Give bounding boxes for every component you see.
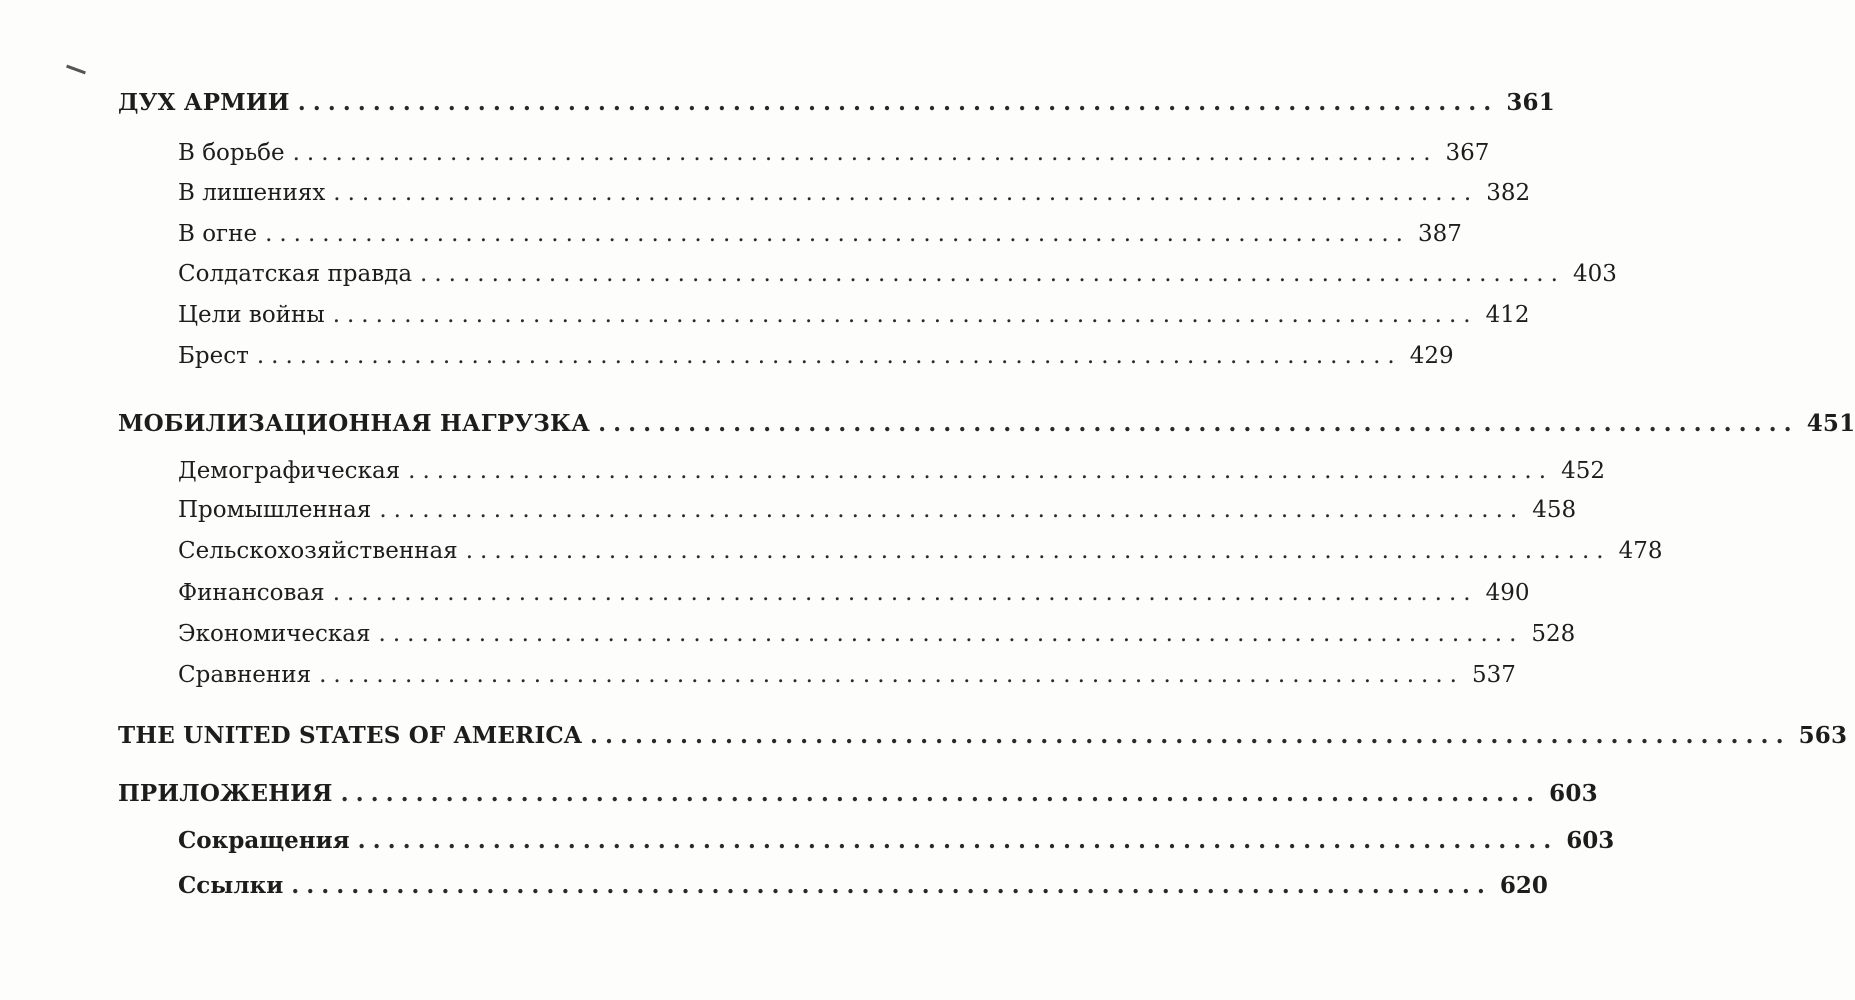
toc-item-title: Финансовая: [178, 580, 325, 606]
toc-page-number: 361: [1506, 89, 1555, 116]
toc-item-title: Цели войны: [178, 302, 325, 328]
toc-item-row[interactable]: [178, 214, 1462, 254]
leader-dots: ................................................................................: [357, 827, 1559, 854]
toc-item-title: Экономическая: [178, 621, 371, 647]
toc-page-number: 620: [1499, 872, 1548, 899]
leader-dots: ................................................................................: [379, 497, 1525, 523]
toc-item-row[interactable]: [178, 254, 1617, 294]
toc-page-number: 451: [1806, 410, 1855, 437]
toc-item-title: Брест: [178, 343, 249, 369]
toc-section-title: THE UNITED STATES OF AMERICA: [118, 722, 582, 749]
leader-dots: ................................................................................: [332, 580, 1478, 606]
toc-page-number: 382: [1486, 180, 1531, 206]
toc-page-number: 563: [1798, 722, 1848, 749]
toc-section-row[interactable]: [118, 404, 1855, 444]
toc-item-title: Сельскохозяйственная: [178, 538, 458, 564]
leader-dots: ................................................................................: [420, 261, 1565, 287]
leader-dots: ................................................................................: [378, 621, 1524, 647]
toc-page-number: 367: [1445, 140, 1490, 166]
leader-dots: ................................................................................: [292, 140, 1438, 166]
toc-page-number: 452: [1561, 458, 1605, 484]
leader-dots: ................................................................................: [589, 722, 1791, 749]
leader-dots: ................................................................................: [256, 343, 1402, 369]
leader-dots: ................................................................................: [340, 780, 1542, 807]
toc-page-number: 478: [1618, 538, 1663, 564]
toc-item-title: Промышленная: [178, 497, 372, 523]
leader-dots: ................................................................................: [333, 180, 1479, 206]
toc-page-number: 412: [1485, 302, 1530, 328]
toc-item-row[interactable]: [178, 336, 1454, 376]
leader-dots: ................................................................................: [332, 302, 1478, 328]
toc-item-title: В огне: [178, 221, 258, 247]
toc-item-title: Демографическая: [178, 458, 401, 484]
toc-item-row[interactable]: [178, 821, 1615, 861]
toc-section-title: ПРИЛОЖЕНИЯ: [118, 780, 333, 807]
toc-page-number: 458: [1532, 497, 1577, 523]
leader-dots: ................................................................................: [291, 872, 1492, 899]
toc-page-number: 387: [1417, 221, 1462, 247]
toc-page-number: 403: [1572, 261, 1617, 287]
leader-dots: ................................................................................: [265, 221, 1410, 247]
toc-item-row[interactable]: [178, 451, 1605, 491]
leader-dots: ................................................................................: [408, 458, 1554, 484]
toc-item-row[interactable]: [178, 173, 1531, 213]
toc-item-title: В лишениях: [178, 180, 326, 206]
toc-item-row[interactable]: [178, 614, 1576, 654]
toc-item-row[interactable]: [178, 573, 1530, 613]
leader-dots: ................................................................................: [319, 662, 1464, 688]
toc-item-title: В борьбе: [178, 140, 285, 166]
toc-page-number: 429: [1409, 343, 1454, 369]
toc-item-title: Сокращения: [178, 827, 350, 854]
toc-section-title: ДУХ АРМИИ: [118, 89, 290, 116]
leader-dots: ................................................................................: [598, 410, 1799, 437]
toc-item-row[interactable]: [178, 133, 1490, 173]
toc-item-row[interactable]: [178, 490, 1577, 530]
toc-section-row[interactable]: [118, 716, 1848, 756]
toc-item-title: Сравнения: [178, 662, 312, 688]
toc-section-row[interactable]: [118, 774, 1598, 814]
toc-page-number: 603: [1549, 780, 1598, 807]
toc-item-title: Солдатская правда: [178, 261, 413, 287]
toc-item-row[interactable]: [178, 295, 1530, 335]
toc-page-number: 490: [1485, 580, 1530, 606]
toc-page-number: 603: [1566, 827, 1615, 854]
toc-item-row[interactable]: [178, 531, 1663, 571]
toc-page-number: 537: [1471, 662, 1516, 688]
toc-item-row[interactable]: [178, 655, 1516, 695]
toc-item-title: Ссылки: [178, 872, 284, 899]
toc-section-row[interactable]: [118, 83, 1555, 123]
leader-dots: ................................................................................: [297, 89, 1499, 116]
toc-item-row[interactable]: [178, 866, 1548, 906]
leader-dots: ................................................................................: [465, 538, 1611, 564]
toc-page-number: 528: [1531, 621, 1576, 647]
toc-section-title: МОБИЛИЗАЦИОННАЯ НАГРУЗКА: [118, 410, 591, 437]
